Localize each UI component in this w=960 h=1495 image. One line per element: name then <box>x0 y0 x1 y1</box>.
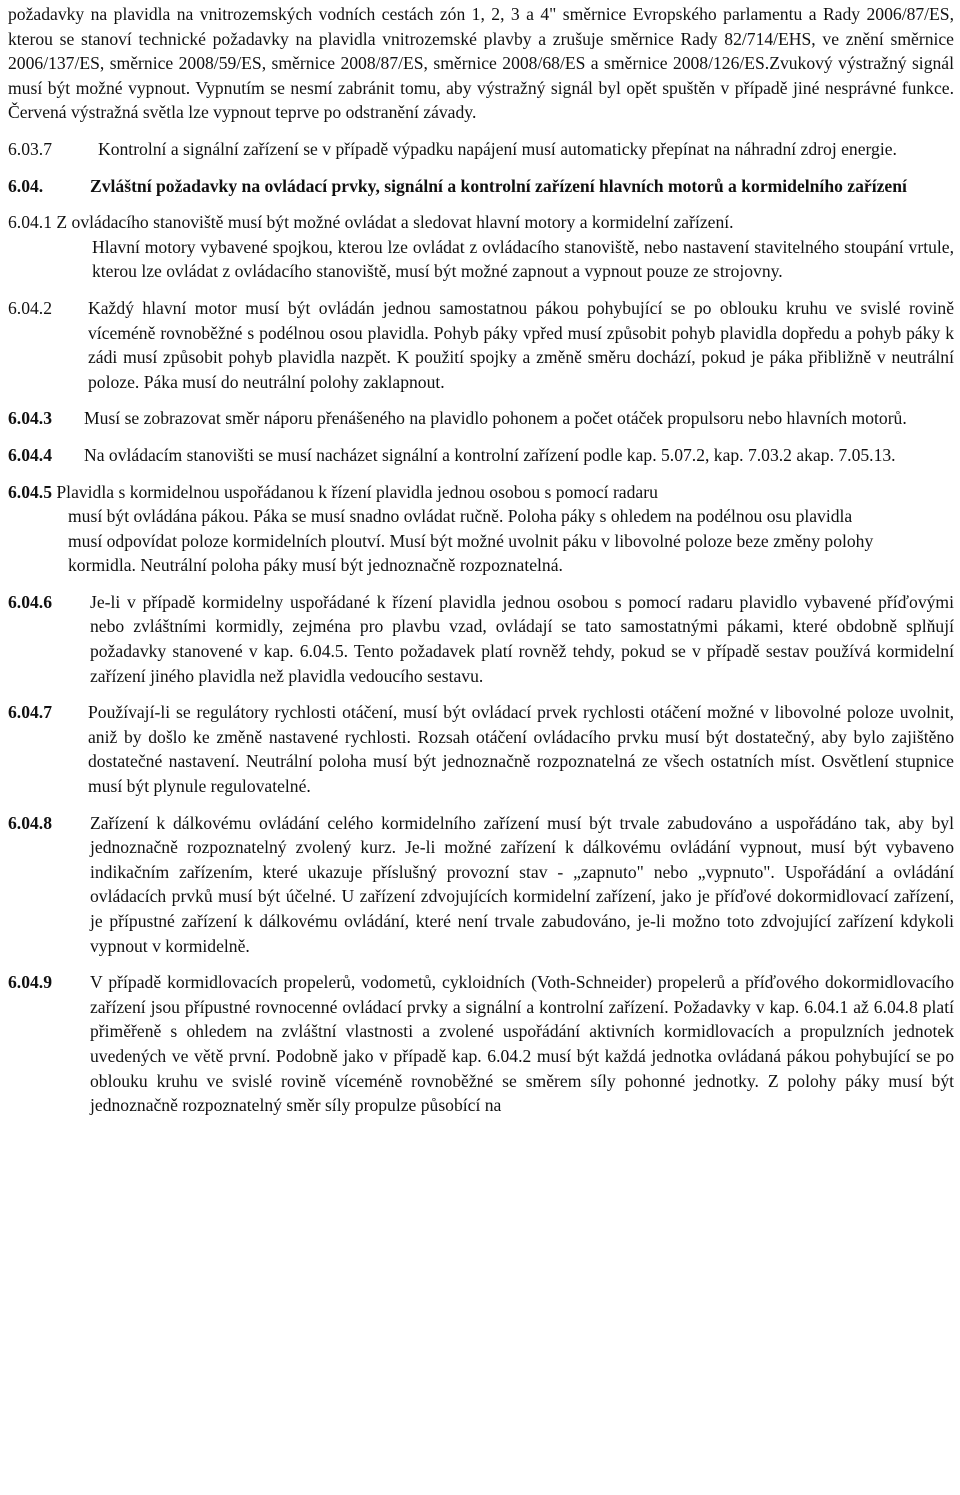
section-text: Kontrolní a signální zařízení se v případě výpadku napájení musí automaticky přepínat na náhradní zdroj energie. <box>98 138 897 159</box>
section-text: V případě kormidlovacích propelerů, vodometů, cykloidních (Voth-Schneider) propelerů a příďového dokormidlovacího zařízení jsou přípustné rovnocenné ovládací prvky a signální a kontrolní zařízení. Požadavky v kap. 6.04.1 až 6.04.8 platí přiměřeně s ohledem na zvláštní vlastnosti a zvolené uspořádání aktivních kormidlovacích a propulzních jednotek uvedených ve větě první. Podobně jako v případě kap. 6.04.2 musí být každá jednotka ovládaná pákou pohybující se po oblouku kruhu ve svislé rovině víceméně rovnoběžné se směrem síly pohonné jednotky. Z polohy páky musí být jednoznačně rozpoznatelný směr síly propulze působící na <box>90 972 954 1116</box>
section-heading: Zvláštní požadavky na ovládací prvky, signální a kontrolní zařízení hlavních motorů a kormidelního zařízení <box>90 175 907 196</box>
section-number: 6.04.9 <box>8 972 52 993</box>
section-number: 6.04.3 <box>8 408 52 429</box>
section-6-04-4 <box>8 443 954 468</box>
section-number: 6.04.1 <box>8 212 52 233</box>
section-6-04-3 <box>8 406 954 431</box>
section-number: 6.03.7 <box>8 138 52 159</box>
section-text: Hlavní motory vybavené spojkou, kterou lze ovládat z ovládacího stanoviště, nebo nastavení stavitelného stoupání vrtule, kterou lze ovládat z ovládacího stanoviště, musí být možné zapnout a vypnout pouze ze strojovny. <box>92 236 954 282</box>
section-number: 6.04.8 <box>8 812 52 833</box>
intro-paragraph: požadavky na plavidla na vnitrozemských vodních cestách zón 1, 2, 3 a 4" směrnice Evropského parlamentu a Rady 2006/87/ES, kterou se stanoví technické požadavky na plavidla vnitrozemské plavby a zrušuje směrnice Rady 82/714/EHS, ve znění směrnice 2006/137/ES, směrnice 2008/59/ES, směrnice 2008/87/ES, směrnice 2008/68/ES a směrnice 2008/126/ES.Zvukový výstražný signál musí být možné vypnout. Vypnutím se nesmí zabránit tomu, aby výstražný signál byl opět spuštěn v případě jiné nesprávné funkce. Červená výstražná světla lze vypnout teprve po odstranění závady. <box>8 4 954 123</box>
section-text: Na ovládacím stanovišti se musí nacházet signální a kontrolní zařízení podle kap. 5.07.2, kap. 7.03.2 akap. 7.05.13. <box>84 444 896 465</box>
section-number: 6.04.5 <box>8 481 52 502</box>
section-first-line: Plavidla s kormidelnou uspořádanou k řízení plavidla jednou osobou s pomocí radaru <box>56 481 658 502</box>
section-6-03-7 <box>8 137 954 162</box>
section-6-04-7 <box>8 700 954 798</box>
section-heading-6-04 <box>8 174 954 199</box>
section-6-04-6 <box>8 590 954 688</box>
section-number: 6.04.2 <box>8 297 52 318</box>
section-6-04-2 <box>8 296 954 394</box>
section-6-04-8 <box>8 811 954 959</box>
section-text: Zařízení k dálkovému ovládání celého kormidelního zařízení musí být trvale zabudováno a uspořádáno tak, aby byl jednoznačně rozpoznatelný zvolený kurz. Je-li možné zařízení k dálkovému ovládání vypnout, musí být vybaveno indikačním zařízením, které ukazuje příslušný provozní stav - „zapnuto" nebo „vypnuto". Uspořádání a ovládání ovládacích prvků musí být účelné. U zařízení zdvojujících kormidelní zařízení, jako je příďové dokormidlovací zařízení, je přípustné zařízení k dálkovému ovládání, které není trvale zabudováno, je-li možno toto zdvojující zařízení kdykoli vypnout v kormidelně. <box>90 812 954 956</box>
section-text: Používají-li se regulátory rychlosti otáčení, musí být ovládací prvek rychlosti otáčení možné v libovolné poloze uvolnit, aniž by došlo ke změně nastavené rychlosti. Rozsah otáčení ovládacího prvku musí být dostatečný, aby bylo zajištěno dostatečné nastavení. Neutrální poloha musí být jednoznačně rozpoznatelná ze všech ostatních míst. Osvětlení stupnice musí být plynule regulovatelné. <box>88 702 954 797</box>
section-6-04-9 <box>8 970 954 1118</box>
section-number: 6.04. <box>8 175 44 196</box>
section-text: Musí se zobrazovat směr náporu přenášeného na plavidlo pohonem a počet otáček propulsoru nebo hlavních motorů. <box>84 408 907 429</box>
section-6-04-1 <box>8 210 954 284</box>
section-number: 6.04.4 <box>8 444 52 465</box>
document-page <box>8 0 954 1118</box>
section-6-04-5 <box>8 480 954 578</box>
section-text: Je-li v případě kormidelny uspořádané k řízení plavidla jednou osobou s pomocí radaru plavidlo vybavené příďovými nebo zvláštními kormidly, zejména pro plavbu vzad, ovládají se tato samostatnými pákami, které obdobně splňují požadavky stanovené v kap. 6.04.5. Tento požadavek platí rovněž tehdy, pokud se v případě sestav používá kormidelní zařízení jiného plavidla než plavidla vedoucího sestavu. <box>90 591 954 686</box>
section-number: 6.04.6 <box>8 591 52 612</box>
section-text: Každý hlavní motor musí být ovládán jednou samostatnou pákou pohybující se po oblouku kruhu ve svislé rovině víceméně rovnoběžné s podélnou osou plavidla. Pohyb páky vpřed musí způsobit pohyb plavidla dopředu a pohyb páky k zádi musí způsobit pohyb plavidla nazpět. K použití spojky a změně směru dochází, pokud je páka přibližně v neutrální poloze. Páka musí do neutrální polohy zaklapnout. <box>88 297 954 392</box>
section-text: musí být ovládána pákou. Páka se musí snadno ovládat ručně. Poloha páky s ohledem na podélnou osu plavidla musí odpovídat poloze kormidelních ploutví. Musí být možné uvolnit páku v libovolné poloze beze změny polohy kormidla. Neutrální poloha páky musí být jednoznačně rozpoznatelná. <box>68 506 874 576</box>
section-first-line: Z ovládacího stanoviště musí být možné ovládat a sledovat hlavní motory a kormidelní zařízení. <box>56 212 734 233</box>
section-number: 6.04.7 <box>8 702 52 723</box>
